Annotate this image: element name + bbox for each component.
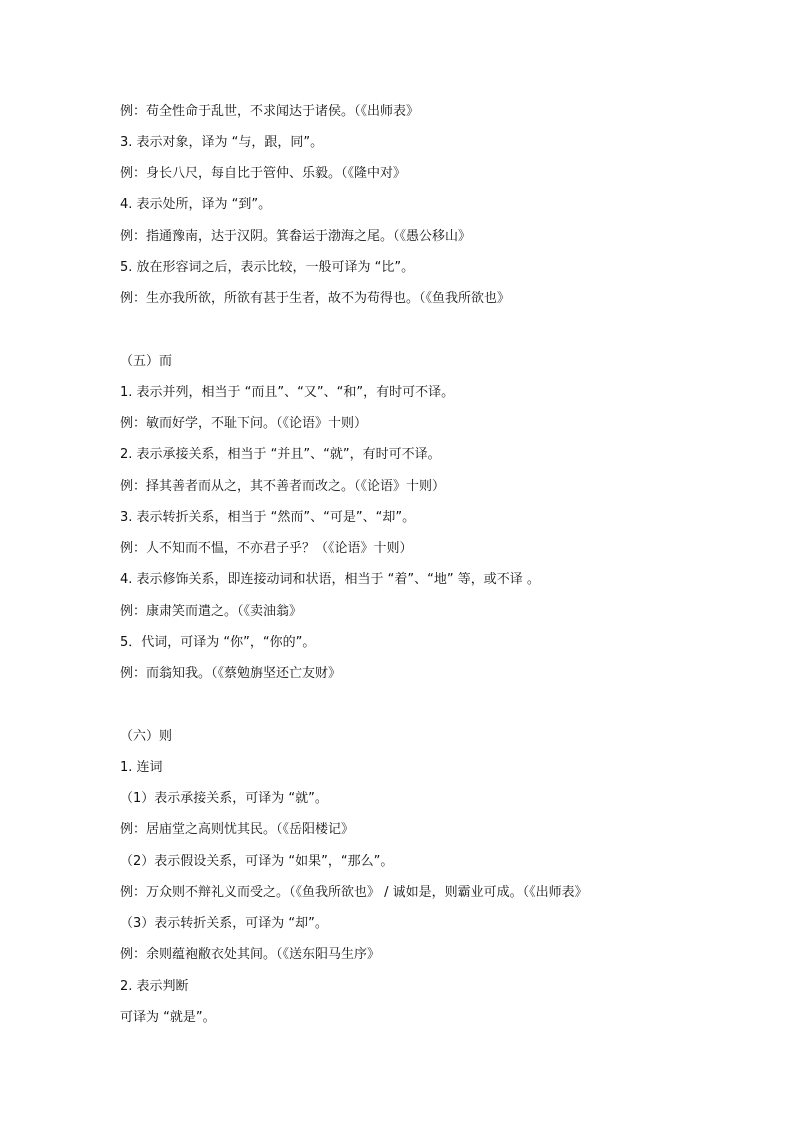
example-line: 例：余则蕴袍敝衣处其间。（《送东阳马生序》	[120, 947, 381, 962]
rule-line: 4. 表示修饰关系，即连接动词和状语，相当于 “着”、“地” 等，或不译 。	[120, 572, 540, 587]
section-heading: （六）则	[120, 729, 173, 744]
example-line: 例：居庙堂之高则忧其民。（《岳阳楼记》	[120, 822, 355, 837]
rule-line: 5．代词，可译为 “你”，“你的”。	[120, 635, 316, 650]
example-line: 例：身长八尺，每自比于管仲、乐毅。（《隆中对》	[120, 166, 407, 181]
example-line: 例：择其善者而从之，其不善者而改之。（《论语》十则）	[120, 479, 446, 494]
subsection-heading: 1. 连词	[120, 760, 163, 775]
rule-line: 3. 表示转折关系，相当于 “然而”、“可是”、“却”。	[120, 510, 416, 525]
example-line: 例：生亦我所欲，所欲有甚于生者，故不为苟得也。（《鱼我所欲也》	[120, 291, 511, 306]
example-line: 例：指通豫南，达于汉阴。箕畚运于渤海之尾。（《愚公移山》	[120, 229, 472, 244]
subsection-heading: 2. 表示判断	[120, 979, 189, 994]
rule-line: （1）表示承接关系，可译为 “就”。	[120, 791, 328, 806]
example-line: 例：康肃笑而遣之。（《卖油翁》	[120, 604, 303, 619]
example-line: 例：人不知而不愠，不亦君子乎？（《论语》十则）	[120, 541, 413, 556]
example-line: 例：敏而好学，不耻下问。（《论语》十则）	[120, 416, 368, 431]
rule-line: 4. 表示处所，译为 “到”。	[120, 197, 272, 212]
rule-line: 3. 表示对象，译为 “与，跟，同”。	[120, 135, 324, 150]
rule-line: （3）表示转折关系，可译为 “却”。	[120, 916, 328, 931]
rule-line: 可译为 “就是”。	[120, 1010, 216, 1025]
rule-line: 1. 表示并列，相当于 “而且”、“又”、“和”，有时可不译。	[120, 385, 455, 400]
example-line: 例：万众则不辩礼义而受之。（《鱼我所欲也》 / 诚如是，则霸业可成。（《出师表》	[120, 885, 588, 900]
rule-line: 5. 放在形容词之后，表示比较，一般可译为 “比”。	[120, 260, 415, 275]
example-line: 例：苟全性命于乱世，不求闻达于诸侯。（《出师表》	[120, 104, 420, 119]
section-heading: （五）而	[120, 354, 173, 369]
rule-line: 2. 表示承接关系，相当于 “并且”、“就”，有时可不译。	[120, 447, 441, 462]
rule-line: （2）表示假设关系，可译为 “如果”，“那么”。	[120, 854, 394, 869]
example-line: 例：而翁知我。（《蔡勉旃坚还亡友财》	[120, 666, 342, 681]
